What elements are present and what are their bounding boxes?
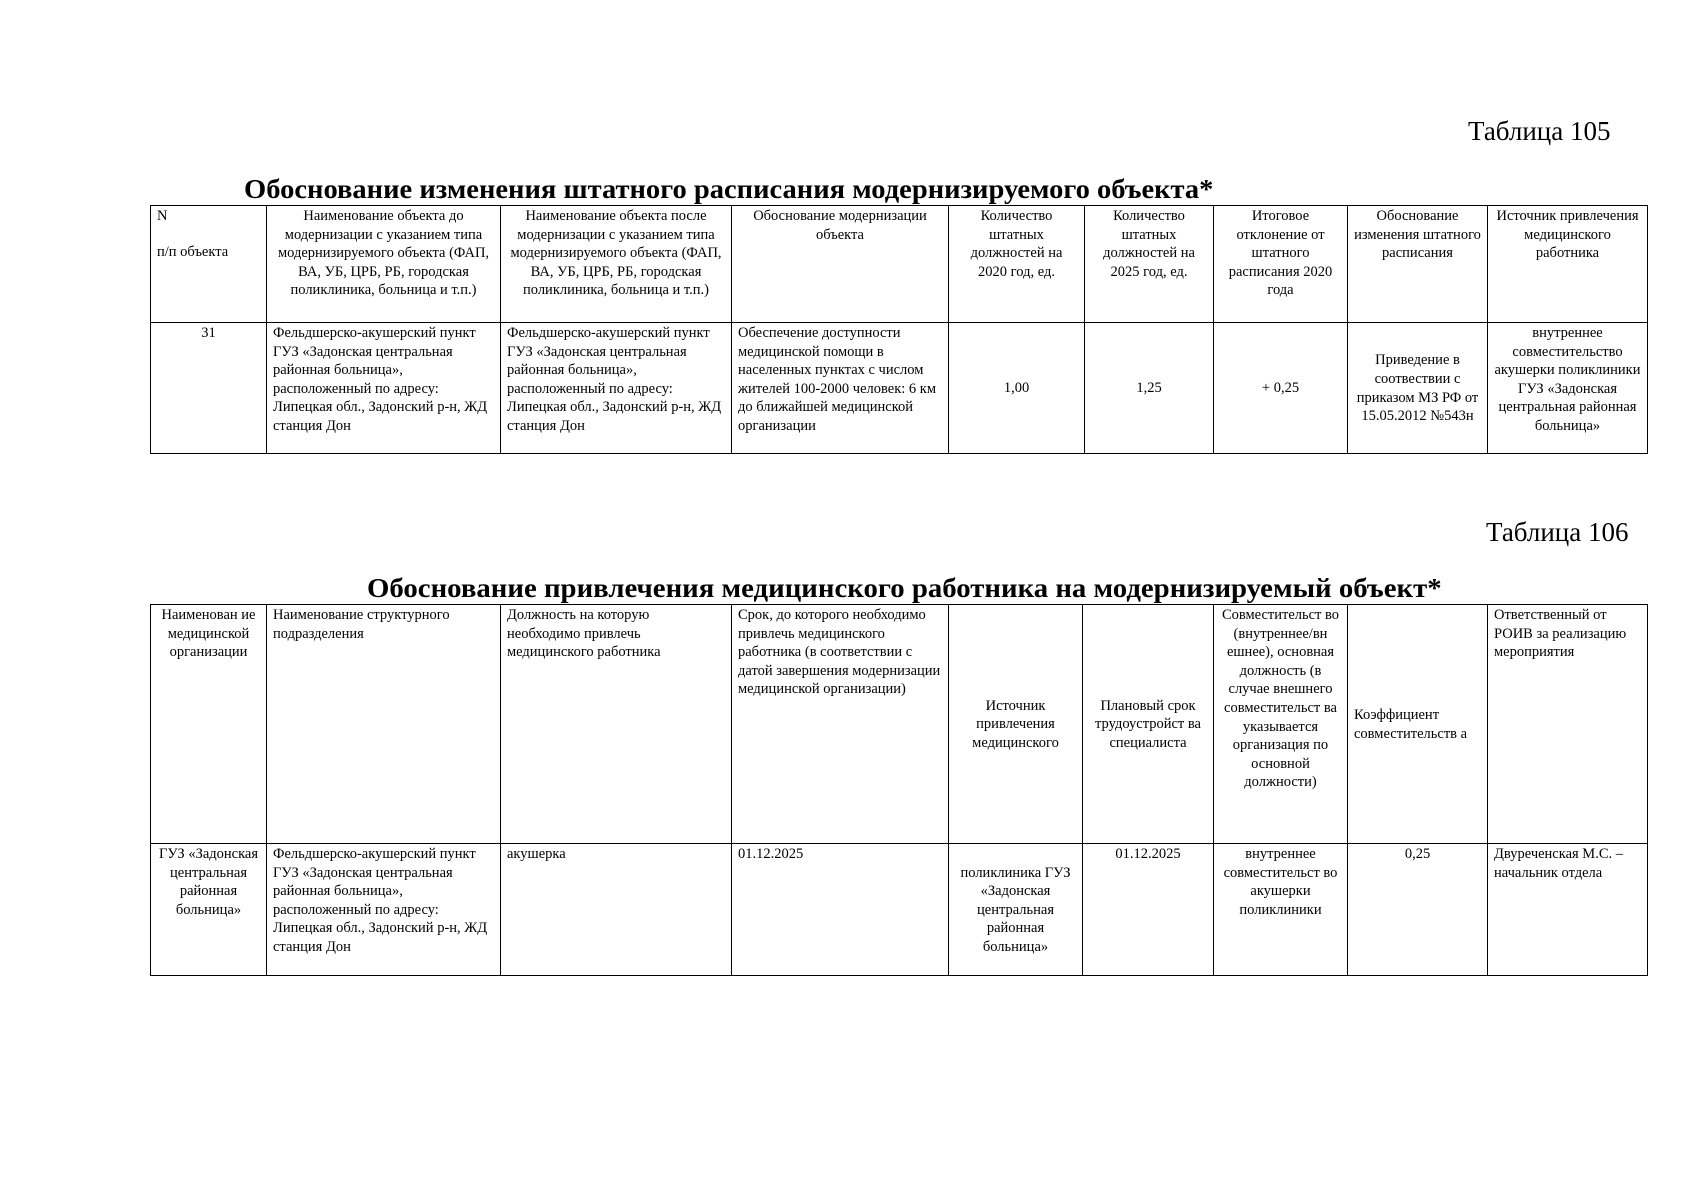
worker-recruitment-table [150,604,1648,976]
table-header-row [151,605,1648,844]
header-deviation: Итоговое отклонение от штатного расписания 2020 года [1214,206,1348,323]
header-responsible: Ответственный от РОИВ за реализацию мероприятия [1488,605,1648,844]
header-object-after: Наименование объекта после модернизации с указанием типа модернизируемого объекта (ФАП, ВА, УБ, ЦРБ, РБ, городская поликлиника, больница и т.п.) [501,206,732,323]
cell-responsible: Двуреченская М.С. – начальник отдела [1488,844,1648,976]
table-row [151,844,1648,976]
header-object-before: Наименование объекта до модернизации с указанием типа модернизируемого объекта (ФАП, ВА, УБ, ЦРБ, РБ, городская поликлиника, больница и т.п.) [267,206,501,323]
cell-worker-source: внутреннее совместительство акушерки поликлиники ГУЗ «Задонская центральная районная больница» [1488,323,1648,454]
header-change-reason: Обоснование изменения штатного расписания [1348,206,1488,323]
table-header-row [151,206,1648,323]
header-combination: Совместительст во (внутреннее/вн ешнее), основная должность (в случае внешнего совместительст ва указывается организация по основной должности) [1214,605,1348,844]
table-106-title: Обоснование привлечения медицинского работника на модернизируемый объект* [367,573,1442,603]
header-coefficient: Коэффициент совместительств а [1348,605,1488,844]
header-justification: Обоснование модернизации объекта [732,206,949,323]
cell-coefficient: 0,25 [1348,844,1488,976]
cell-count-2020: 1,00 [949,323,1085,454]
cell-object-after: Фельдшерско-акушерский пункт ГУЗ «Задонская центральная районная больница», расположенный по адресу: Липецкая обл., Задонский р-н, ЖД станция Дон [501,323,732,454]
header-worker-source: Источник привлечения медицинского работника [1488,206,1648,323]
header-count-2025: Количество штатных должностей на 2025 год, ед. [1085,206,1214,323]
cell-deadline: 01.12.2025 [732,844,949,976]
cell-unit: Фельдшерско-акушерский пункт ГУЗ «Задонская центральная районная больница», расположенный по адресу: Липецкая обл., Задонский р-н, ЖД станция Дон [267,844,501,976]
header-organization: Наименован ие медицинской организации [151,605,267,844]
header-position: Должность на которую необходимо привлечь медицинского работника [501,605,732,844]
cell-position: акушерка [501,844,732,976]
cell-deviation: + 0,25 [1214,323,1348,454]
header-count-2020: Количество штатных должностей на 2020 год, ед. [949,206,1085,323]
header-deadline: Срок, до которого необходимо привлечь медицинского работника (в соответствии с датой завершения модернизации медицинской организации) [732,605,949,844]
header-source: Источник привлечения медицинского [949,605,1083,844]
cell-row-number: 31 [151,323,267,454]
table-106-label: Таблица 106 [1486,517,1629,547]
cell-justification: Обеспечение доступности медицинской помощи в населенных пунктах с числом жителей 100-2000 человек: 6 км до ближайшей медицинской организации [732,323,949,454]
cell-change-reason: Приведение в соотвествии с приказом МЗ РФ от 15.05.2012 №543н [1348,323,1488,454]
table-105-label: Таблица 105 [1468,116,1611,146]
staffing-change-table [150,205,1648,454]
header-number-caption: п/п объекта [157,243,229,260]
cell-organization: ГУЗ «Задонская центральная районная больница» [151,844,267,976]
cell-count-2025: 1,25 [1085,323,1214,454]
header-number-symbol: N [157,208,168,224]
cell-combination: внутреннее совместительст во акушерки поликлиники [1214,844,1348,976]
table-105-title: Обоснование изменения штатного расписания модернизируемого объекта* [244,174,1214,204]
cell-object-before: Фельдшерско-акушерский пункт ГУЗ «Задонская центральная районная больница», расположенный по адресу: Липецкая обл., Задонский р-н, ЖД станция Дон [267,323,501,454]
table-row [151,323,1648,454]
header-planned-date: Плановый срок трудоустройст ва специалиста [1083,605,1214,844]
header-row-number [151,206,267,323]
cell-source: поликлиника ГУЗ «Задонская центральная районная больница» [949,844,1083,976]
cell-planned-date: 01.12.2025 [1083,844,1214,976]
header-unit: Наименование структурного подразделения [267,605,501,844]
